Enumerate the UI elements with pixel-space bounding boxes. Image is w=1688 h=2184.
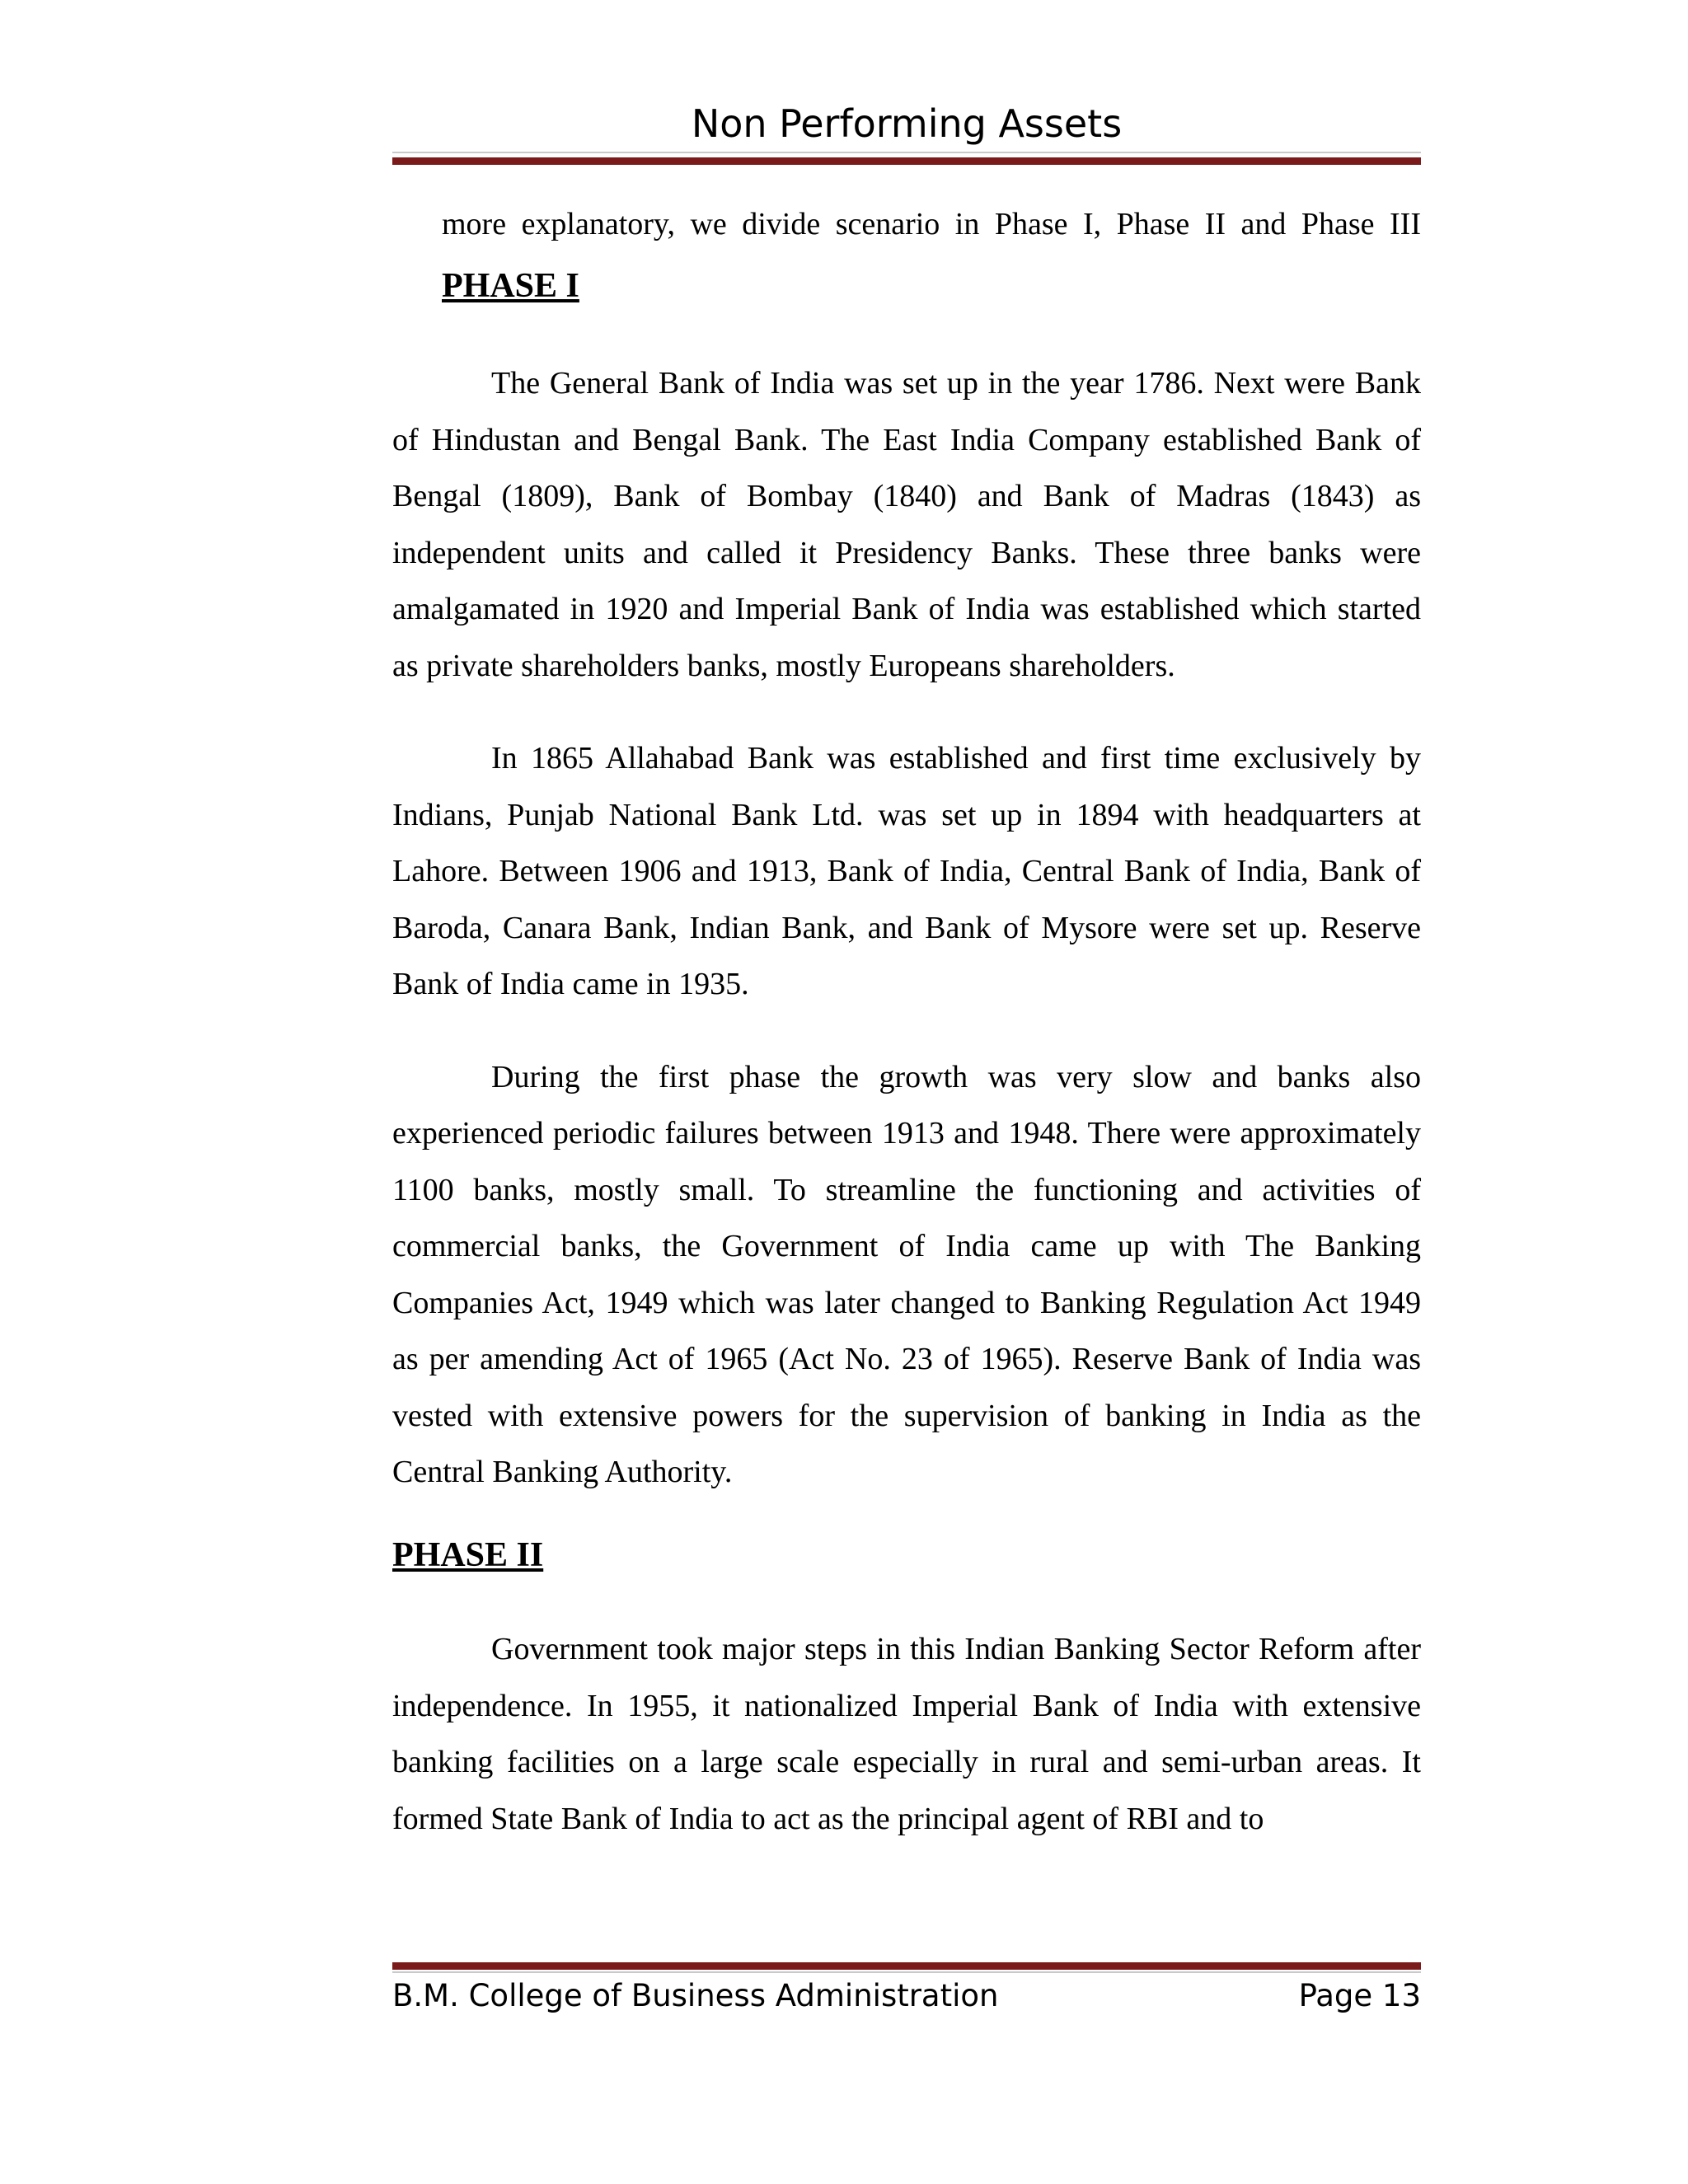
phase-1-paragraph-3: During the first phase the growth was very slow and banks also experienced periodic failures between 1913 and 1948. There were approximately 1100 banks, mostly small. To streamline the functioning and activities of commercial banks, the Government of India came up with The Banking Companies Act, 1949 which was later changed to Banking Regulation Act 1949 as per amending Act of 1965 (Act No. 23 of 1965). Reserve Bank of India was vested with extensive powers for the supervision of banking in India as the Central Banking Authority. bbox=[392, 1059, 1421, 1489]
header-rule-thin bbox=[392, 152, 1421, 153]
footer-page-number: Page 13 bbox=[1298, 1978, 1421, 2013]
document-body bbox=[392, 196, 1421, 1847]
page-header-title: Non Performing Assets bbox=[691, 101, 1123, 146]
intro-line: more explanatory, we divide scenario in Phase I, Phase II and Phase III bbox=[442, 207, 1421, 241]
phase-2-paragraph-1: Government took major steps in this Indian Banking Sector Reform after independence. In 1955, it nationalized Imperial Bank of India with extensive banking facilities on a large scale especially in rural and semi-urban areas. It formed State Bank of India to act as the principal agent of RBI and to bbox=[392, 1632, 1421, 1836]
phase-1-paragraph-2: In 1865 Allahabad Bank was established and first time exclusively by Indians, Punjab National Bank Ltd. was set up in 1894 with headquarters at Lahore. Between 1906 and 1913, Bank of India, Central Bank of India, Bank of Baroda, Canara Bank, Indian Bank, and Bank of Mysore were set up. Reserve Bank of India came in 1935. bbox=[392, 741, 1421, 1001]
document-page bbox=[392, 0, 1421, 2184]
header-rule-thick bbox=[392, 157, 1421, 165]
phase-2-heading: PHASE II bbox=[392, 1535, 544, 1574]
paragraph-gap bbox=[392, 694, 1421, 730]
phase-1-paragraph-1: The General Bank of India was set up in the year 1786. Next were Bank of Hindustan and Bengal Bank. The East India Company established Bank of Bengal (1809), Bank of Bombay (1840) and Bank of Madras (1843) as independent units and called it Presidency Banks. These three banks were amalgamated in 1920 and Imperial Bank of India was established which started as private shareholders banks, mostly Europeans shareholders. bbox=[392, 366, 1421, 683]
paragraph-gap bbox=[392, 1013, 1421, 1049]
footer-rule-thin bbox=[392, 1971, 1421, 1973]
footer-institution: B.M. College of Business Administration bbox=[392, 1978, 999, 2013]
footer-rule-thick bbox=[392, 1962, 1421, 1970]
phase-1-heading: PHASE I bbox=[442, 266, 579, 305]
